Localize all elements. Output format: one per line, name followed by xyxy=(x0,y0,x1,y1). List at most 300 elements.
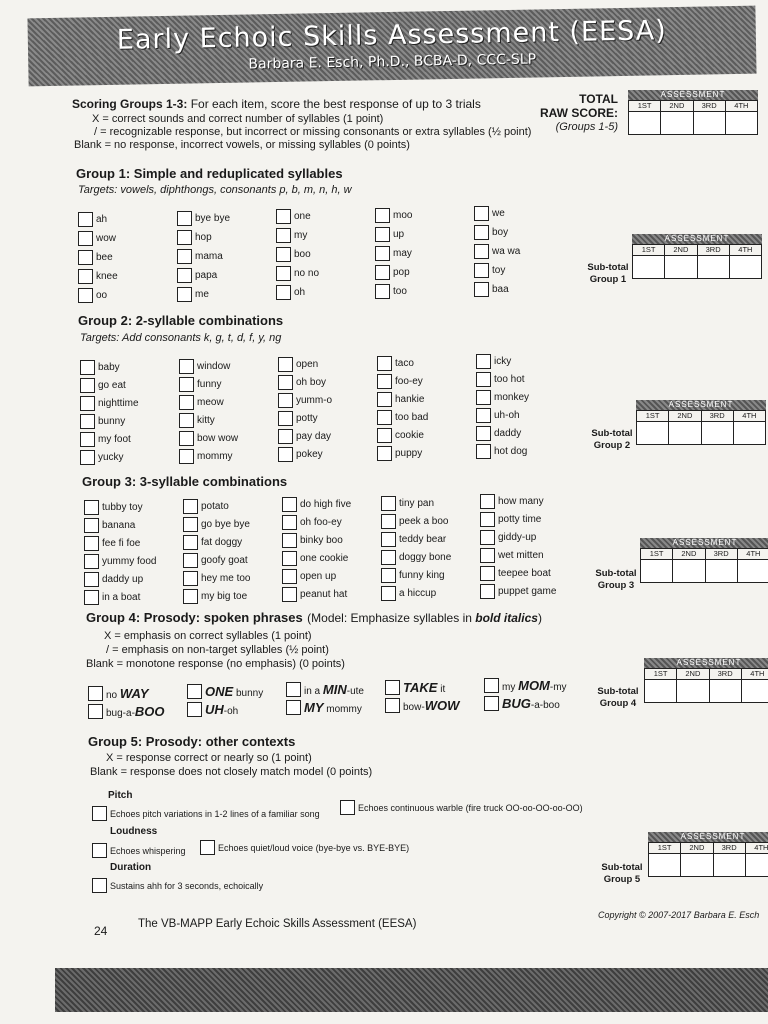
item-checkbox[interactable] xyxy=(381,568,445,583)
item-label: baby xyxy=(98,362,120,373)
item-checkbox[interactable] xyxy=(84,554,156,569)
pitch-song-checkbox[interactable]: Echoes pitch variations in 1-2 lines of a familiar song xyxy=(92,806,320,821)
checkbox-box[interactable] xyxy=(476,408,491,423)
checkbox-box[interactable] xyxy=(187,702,202,717)
checkbox-box[interactable] xyxy=(381,586,396,601)
checkbox-box[interactable] xyxy=(476,372,491,387)
checkbox-box[interactable] xyxy=(177,249,192,264)
item-checkbox[interactable] xyxy=(177,249,223,264)
checkbox-box[interactable] xyxy=(474,225,489,240)
item-label: in a boat xyxy=(102,592,141,603)
checkbox-box[interactable] xyxy=(484,678,499,693)
group4-title: Group 4: Prosody: spoken phrases xyxy=(86,610,303,625)
group4-assessment-table: ASSESSMENT 1ST 2ND 3RD 4TH xyxy=(644,658,768,703)
prosody-item-checkbox[interactable] xyxy=(286,682,364,697)
item-label: how many xyxy=(498,496,544,507)
group3-title: Group 3: 3-syllable combinations xyxy=(82,474,288,489)
item-label: kitty xyxy=(197,414,215,426)
item-checkbox[interactable] xyxy=(80,360,120,375)
item-checkbox[interactable] xyxy=(84,572,143,587)
item-checkbox[interactable] xyxy=(474,225,508,240)
item-label: banana xyxy=(102,520,136,531)
item-checkbox[interactable] xyxy=(276,285,305,300)
item-checkbox[interactable] xyxy=(381,514,449,529)
item-checkbox[interactable] xyxy=(282,533,343,548)
score-cell[interactable] xyxy=(694,112,726,134)
checkbox-box[interactable] xyxy=(84,554,99,569)
checkbox-box[interactable] xyxy=(183,553,198,568)
item-label: giddy-up xyxy=(498,532,537,543)
checkbox-box[interactable] xyxy=(282,497,297,512)
checkbox-box[interactable] xyxy=(377,446,392,461)
score-cell[interactable] xyxy=(710,680,742,702)
item-label: mommy xyxy=(197,450,233,462)
item-checkbox[interactable] xyxy=(375,208,412,223)
item-checkbox[interactable] xyxy=(278,357,318,372)
item-checkbox[interactable] xyxy=(476,354,511,369)
checkbox-box[interactable] xyxy=(474,282,489,297)
checkbox-box[interactable] xyxy=(375,246,390,261)
item-checkbox[interactable] xyxy=(278,375,326,390)
item-label: meow xyxy=(197,396,224,408)
prosody-item-checkbox[interactable] xyxy=(88,686,149,701)
checkbox-box[interactable] xyxy=(84,590,99,605)
item-label: potty xyxy=(296,413,318,424)
item-label: icky xyxy=(494,356,512,367)
group4-model: (Model: Emphasize syllables in bold italics) xyxy=(307,611,542,625)
item-checkbox[interactable] xyxy=(377,374,423,389)
prosody-item-checkbox[interactable] xyxy=(187,702,238,717)
checkbox-box[interactable] xyxy=(282,587,297,602)
checkbox-box[interactable] xyxy=(381,514,396,529)
item-label: papa xyxy=(195,269,218,281)
checkbox-box[interactable] xyxy=(381,532,396,547)
checkbox-box[interactable] xyxy=(476,444,491,459)
item-checkbox[interactable] xyxy=(474,282,509,297)
item-checkbox[interactable] xyxy=(282,587,347,602)
checkbox-box[interactable] xyxy=(474,206,489,221)
item-checkbox[interactable] xyxy=(78,212,107,227)
book-title: The VB-MAPP Early Echoic Skills Assessment (EESA) xyxy=(138,918,417,930)
checkbox-box[interactable] xyxy=(78,250,93,265)
item-label: mama xyxy=(195,250,223,262)
item-label: we xyxy=(492,208,505,219)
item-checkbox[interactable] xyxy=(476,444,527,459)
score-cell[interactable] xyxy=(661,112,693,134)
checkbox-box[interactable] xyxy=(381,568,396,583)
checkbox-box[interactable] xyxy=(78,231,93,246)
checkbox-box[interactable] xyxy=(84,518,99,533)
assessment-header: ASSESSMENT xyxy=(628,90,758,100)
score-cell[interactable] xyxy=(698,256,730,278)
checkbox-box[interactable] xyxy=(282,551,297,566)
item-label: teepee boat xyxy=(498,568,551,579)
item-checkbox[interactable] xyxy=(381,586,436,601)
scoring-rule-blank: Blank = no response, incorrect vowels, or missing syllables (0 points) xyxy=(74,139,410,151)
checkbox-box[interactable] xyxy=(177,287,192,302)
item-label: oh xyxy=(294,287,306,298)
item-checkbox[interactable] xyxy=(183,499,229,514)
loudness-label: Loudness xyxy=(110,826,158,837)
score-cell[interactable] xyxy=(702,422,734,444)
checkbox-box[interactable] xyxy=(278,447,293,462)
item-checkbox[interactable] xyxy=(282,569,336,584)
item-checkbox[interactable] xyxy=(476,372,525,387)
group4-subtotal-label: Sub-total Group 4 xyxy=(597,686,639,709)
checkbox-box[interactable] xyxy=(480,584,495,599)
checkbox-box[interactable] xyxy=(385,698,400,713)
prosody-item-checkbox[interactable] xyxy=(187,684,263,699)
score-cell[interactable] xyxy=(633,256,665,278)
checkbox-box[interactable] xyxy=(80,450,95,465)
prosody-item-checkbox[interactable] xyxy=(484,696,560,711)
item-label: wa wa xyxy=(492,246,521,257)
checkbox-box[interactable] xyxy=(381,496,396,511)
checkbox-box[interactable] xyxy=(183,535,198,550)
checkbox-box[interactable] xyxy=(78,269,93,284)
group5-title: Group 5: Prosody: other contexts xyxy=(88,734,296,749)
score-cell[interactable] xyxy=(714,854,746,876)
item-label: teddy bear xyxy=(399,533,447,545)
checkbox-box[interactable] xyxy=(276,266,291,281)
item-checkbox[interactable] xyxy=(480,548,544,563)
prosody-item-label: my MOM-my xyxy=(502,678,567,693)
item-checkbox[interactable] xyxy=(84,590,140,605)
checkbox-box[interactable] xyxy=(377,410,392,425)
score-cell[interactable] xyxy=(677,680,709,702)
checkbox-box[interactable] xyxy=(177,268,192,283)
checkbox-box[interactable] xyxy=(88,686,103,701)
item-checkbox[interactable] xyxy=(381,496,434,511)
score-cell[interactable] xyxy=(706,560,738,582)
item-label: peanut hat xyxy=(300,589,348,600)
pitch-warble-checkbox[interactable]: Echoes continuous warble (fire truck OO-oo-OO-oo-OO) xyxy=(340,800,583,815)
item-checkbox[interactable] xyxy=(375,284,407,299)
item-checkbox[interactable] xyxy=(78,231,116,246)
item-checkbox[interactable] xyxy=(476,426,521,441)
score-cell[interactable] xyxy=(673,560,705,582)
item-label: wow xyxy=(96,233,117,244)
score-cell[interactable] xyxy=(637,422,669,444)
item-label: uh-oh xyxy=(494,410,520,421)
item-checkbox[interactable] xyxy=(177,287,209,302)
score-cell[interactable] xyxy=(726,112,757,134)
item-checkbox[interactable] xyxy=(278,429,331,444)
group4-rule-slash: / = emphasis on non-target syllables (½ point) xyxy=(106,644,329,656)
group2-targets: Targets: Add consonants k, g, t, d, f, y, ng xyxy=(80,332,282,344)
checkbox-box[interactable] xyxy=(183,571,198,586)
item-checkbox[interactable] xyxy=(84,500,143,515)
item-checkbox[interactable] xyxy=(183,553,248,568)
checkbox-box[interactable] xyxy=(179,449,194,464)
checkbox-box[interactable] xyxy=(177,230,192,245)
item-checkbox[interactable] xyxy=(179,377,221,392)
prosody-item-label: in a MIN-ute xyxy=(304,682,364,697)
item-label: go bye bye xyxy=(201,518,250,530)
item-label: a hiccup xyxy=(399,587,437,599)
item-label: pokey xyxy=(296,449,323,460)
checkbox-box[interactable] xyxy=(84,572,99,587)
score-cell[interactable] xyxy=(730,256,761,278)
checkbox-box[interactable] xyxy=(282,533,297,548)
item-checkbox[interactable] xyxy=(480,530,536,545)
item-checkbox[interactable] xyxy=(80,396,139,411)
prosody-item-checkbox[interactable] xyxy=(88,704,165,719)
item-checkbox[interactable] xyxy=(276,247,311,262)
item-checkbox[interactable] xyxy=(375,265,410,280)
item-checkbox[interactable] xyxy=(177,211,230,226)
checkbox-box[interactable] xyxy=(377,356,392,371)
checkbox-box[interactable] xyxy=(476,390,491,405)
item-checkbox[interactable] xyxy=(282,497,351,512)
total-raw-score-label: TOTAL RAW SCORE: (Groups 1-5) xyxy=(540,92,618,133)
checkbox-box[interactable] xyxy=(480,566,495,581)
item-label: daddy up xyxy=(102,574,144,585)
checkbox-box[interactable] xyxy=(375,265,390,280)
item-checkbox[interactable] xyxy=(80,378,126,393)
checkbox-box[interactable] xyxy=(375,284,390,299)
checkbox-box[interactable] xyxy=(80,378,95,393)
item-checkbox[interactable] xyxy=(183,571,250,586)
item-label: bow wow xyxy=(197,432,239,444)
checkbox-box[interactable] xyxy=(276,228,291,243)
checkbox-box[interactable] xyxy=(276,247,291,262)
checkbox-box[interactable] xyxy=(84,500,99,515)
scoring-rule-slash: / = recognizable response, but incorrect or missing consonants or extra syllables (½ point) xyxy=(94,126,532,138)
score-cell[interactable] xyxy=(629,112,661,134)
score-cell[interactable] xyxy=(641,560,673,582)
item-checkbox[interactable] xyxy=(377,356,414,371)
item-checkbox[interactable] xyxy=(276,228,307,243)
loudness-whisper-checkbox[interactable]: Echoes whispering xyxy=(92,843,186,858)
item-label: open up xyxy=(300,571,337,582)
checkbox-box[interactable] xyxy=(183,589,198,604)
item-label: knee xyxy=(96,271,118,282)
checkbox-box[interactable] xyxy=(282,569,297,584)
score-cell[interactable] xyxy=(649,854,681,876)
item-checkbox[interactable] xyxy=(183,535,242,550)
item-checkbox[interactable] xyxy=(179,431,238,446)
checkbox-box[interactable] xyxy=(88,704,103,719)
item-checkbox[interactable] xyxy=(377,392,424,407)
group4-rule-x: X = emphasis on correct syllables (1 point) xyxy=(104,630,312,642)
item-checkbox[interactable] xyxy=(78,288,107,303)
checkbox-box[interactable] xyxy=(385,680,400,695)
item-label: one xyxy=(294,211,311,222)
checkbox-box[interactable] xyxy=(278,429,293,444)
group2-title: Group 2: 2-syllable combinations xyxy=(78,313,284,328)
checkbox-box[interactable] xyxy=(381,550,396,565)
score-cell[interactable] xyxy=(746,854,768,876)
item-checkbox[interactable] xyxy=(377,410,428,425)
item-checkbox[interactable] xyxy=(84,536,140,551)
item-checkbox[interactable] xyxy=(183,589,247,604)
item-checkbox[interactable] xyxy=(179,449,233,464)
item-label: doggy bone xyxy=(399,551,452,563)
checkbox-box[interactable] xyxy=(80,414,95,429)
duration-label: Duration xyxy=(110,862,152,873)
item-checkbox[interactable] xyxy=(381,550,451,565)
item-label: goofy goat xyxy=(201,554,248,566)
item-label: hot dog xyxy=(494,446,528,457)
checkbox-box[interactable] xyxy=(80,396,95,411)
item-label: cookie xyxy=(395,429,424,441)
item-checkbox[interactable] xyxy=(377,446,422,461)
item-checkbox[interactable] xyxy=(183,517,250,532)
item-label: taco xyxy=(395,357,414,369)
item-label: do high five xyxy=(300,499,352,510)
item-checkbox[interactable] xyxy=(179,395,224,410)
score-cell[interactable] xyxy=(742,680,768,702)
item-checkbox[interactable] xyxy=(179,413,215,428)
item-label: yummy food xyxy=(102,556,157,567)
checkbox-box[interactable] xyxy=(179,359,194,374)
checkbox-box[interactable] xyxy=(377,392,392,407)
item-label: hop xyxy=(195,231,212,243)
checkbox-box[interactable] xyxy=(375,227,390,242)
item-checkbox[interactable] xyxy=(480,584,556,599)
checkbox-box[interactable] xyxy=(377,374,392,389)
prosody-item-checkbox[interactable] xyxy=(385,698,459,713)
checkbox-box[interactable] xyxy=(276,209,291,224)
item-checkbox[interactable] xyxy=(375,246,412,261)
item-label: window xyxy=(197,360,231,372)
item-checkbox[interactable] xyxy=(377,428,424,443)
duration-ahh-checkbox[interactable]: Sustains ahh for 3 seconds, echoically xyxy=(92,878,263,893)
item-label: up xyxy=(393,228,405,240)
copyright: Copyright © 2007-2017 Barbara E. Esch xyxy=(598,910,760,920)
group5-assessment-table: ASSESSMENT 1ST 2ND 3RD 4TH xyxy=(648,832,768,877)
item-checkbox[interactable] xyxy=(179,359,230,374)
prosody-item-label: bow-WOW xyxy=(403,698,460,713)
item-checkbox[interactable] xyxy=(278,393,332,408)
checkbox-box[interactable] xyxy=(278,357,293,372)
score-cell[interactable] xyxy=(738,560,768,582)
checkbox-box[interactable] xyxy=(183,517,198,532)
checkbox-box[interactable] xyxy=(187,684,202,699)
item-checkbox[interactable] xyxy=(177,230,212,245)
item-label: boy xyxy=(492,227,509,238)
item-label: toy xyxy=(492,265,506,276)
item-label: moo xyxy=(393,209,413,221)
checkbox-box[interactable] xyxy=(480,494,495,509)
score-cell[interactable] xyxy=(665,256,697,278)
item-checkbox[interactable] xyxy=(276,266,319,281)
checkbox-box[interactable] xyxy=(377,428,392,443)
item-checkbox[interactable] xyxy=(80,450,124,465)
item-checkbox[interactable] xyxy=(282,551,348,566)
score-cell[interactable] xyxy=(681,854,713,876)
item-label: monkey xyxy=(494,392,530,403)
item-label: my foot xyxy=(98,434,131,445)
item-label: hankie xyxy=(395,393,425,405)
checkbox-box[interactable] xyxy=(276,285,291,300)
score-cell[interactable] xyxy=(734,422,765,444)
item-checkbox[interactable] xyxy=(480,494,544,509)
checkbox-box[interactable] xyxy=(484,696,499,711)
checkbox-box[interactable] xyxy=(278,411,293,426)
item-label: my big toe xyxy=(201,590,248,602)
item-checkbox[interactable] xyxy=(282,515,342,530)
checkbox-box[interactable] xyxy=(282,515,297,530)
item-checkbox[interactable] xyxy=(78,269,118,284)
page-number: 24 xyxy=(94,924,108,938)
checkbox-box[interactable] xyxy=(183,499,198,514)
checkbox-box[interactable] xyxy=(474,244,489,259)
checkbox-box[interactable] xyxy=(84,536,99,551)
prosody-item-checkbox[interactable] xyxy=(484,678,567,693)
pitch-label: Pitch xyxy=(108,790,133,801)
item-label: funny king xyxy=(399,569,445,581)
checkbox-box[interactable] xyxy=(480,548,495,563)
checkbox-box[interactable] xyxy=(480,530,495,545)
prosody-item-label: TAKE it xyxy=(403,680,446,695)
checkbox-box[interactable] xyxy=(278,375,293,390)
item-checkbox[interactable] xyxy=(78,250,113,265)
checkbox-box[interactable] xyxy=(78,288,93,303)
item-checkbox[interactable] xyxy=(84,518,135,533)
group2-subtotal-label: Sub-total Group 2 xyxy=(591,428,633,451)
prosody-item-checkbox[interactable] xyxy=(286,700,362,715)
item-label: may xyxy=(393,247,412,259)
item-checkbox[interactable] xyxy=(474,263,505,278)
item-checkbox[interactable] xyxy=(278,411,318,426)
item-checkbox[interactable] xyxy=(474,206,505,221)
checkbox-box[interactable] xyxy=(179,413,194,428)
loudness-quiet-loud-checkbox[interactable]: Echoes quiet/loud voice (bye-bye vs. BYE-BYE) xyxy=(200,840,409,855)
item-checkbox[interactable] xyxy=(177,268,217,283)
item-checkbox[interactable] xyxy=(476,390,529,405)
item-label: ah xyxy=(96,214,108,225)
item-checkbox[interactable] xyxy=(80,432,131,447)
scoring-instructions xyxy=(72,97,531,151)
checkbox-box[interactable] xyxy=(78,212,93,227)
item-checkbox[interactable] xyxy=(480,512,541,527)
checkbox-box[interactable] xyxy=(476,426,491,441)
checkbox-box[interactable] xyxy=(179,431,194,446)
group4-heading xyxy=(86,609,542,627)
score-cell[interactable] xyxy=(645,680,677,702)
item-checkbox[interactable] xyxy=(474,244,520,259)
checkbox-box[interactable] xyxy=(80,360,95,375)
checkbox-box[interactable] xyxy=(474,263,489,278)
checkbox-box[interactable] xyxy=(278,393,293,408)
checkbox-box[interactable] xyxy=(375,208,390,223)
checkbox-box[interactable] xyxy=(80,432,95,447)
prosody-item-checkbox[interactable] xyxy=(385,680,445,695)
item-checkbox[interactable] xyxy=(381,532,446,547)
item-label: one cookie xyxy=(300,553,349,564)
item-label: funny xyxy=(197,378,222,390)
checkbox-box[interactable] xyxy=(286,682,301,697)
checkbox-box[interactable] xyxy=(177,211,192,226)
group2-assessment-table: ASSESSMENT 1ST 2ND 3RD 4TH xyxy=(636,400,766,445)
checkbox-box[interactable] xyxy=(286,700,301,715)
group4-rule-blank: Blank = monotone response (no emphasis) (0 points) xyxy=(86,658,345,670)
item-checkbox[interactable] xyxy=(80,414,125,429)
title-banner xyxy=(27,6,756,87)
item-checkbox[interactable] xyxy=(480,566,551,581)
item-checkbox[interactable] xyxy=(278,447,323,462)
checkbox-box[interactable] xyxy=(476,354,491,369)
item-checkbox[interactable] xyxy=(476,408,520,423)
item-checkbox[interactable] xyxy=(375,227,404,242)
checkbox-box[interactable] xyxy=(480,512,495,527)
checkbox-box[interactable] xyxy=(179,395,194,410)
checkbox-box[interactable] xyxy=(179,377,194,392)
score-cell[interactable] xyxy=(669,422,701,444)
item-checkbox[interactable] xyxy=(276,209,311,224)
